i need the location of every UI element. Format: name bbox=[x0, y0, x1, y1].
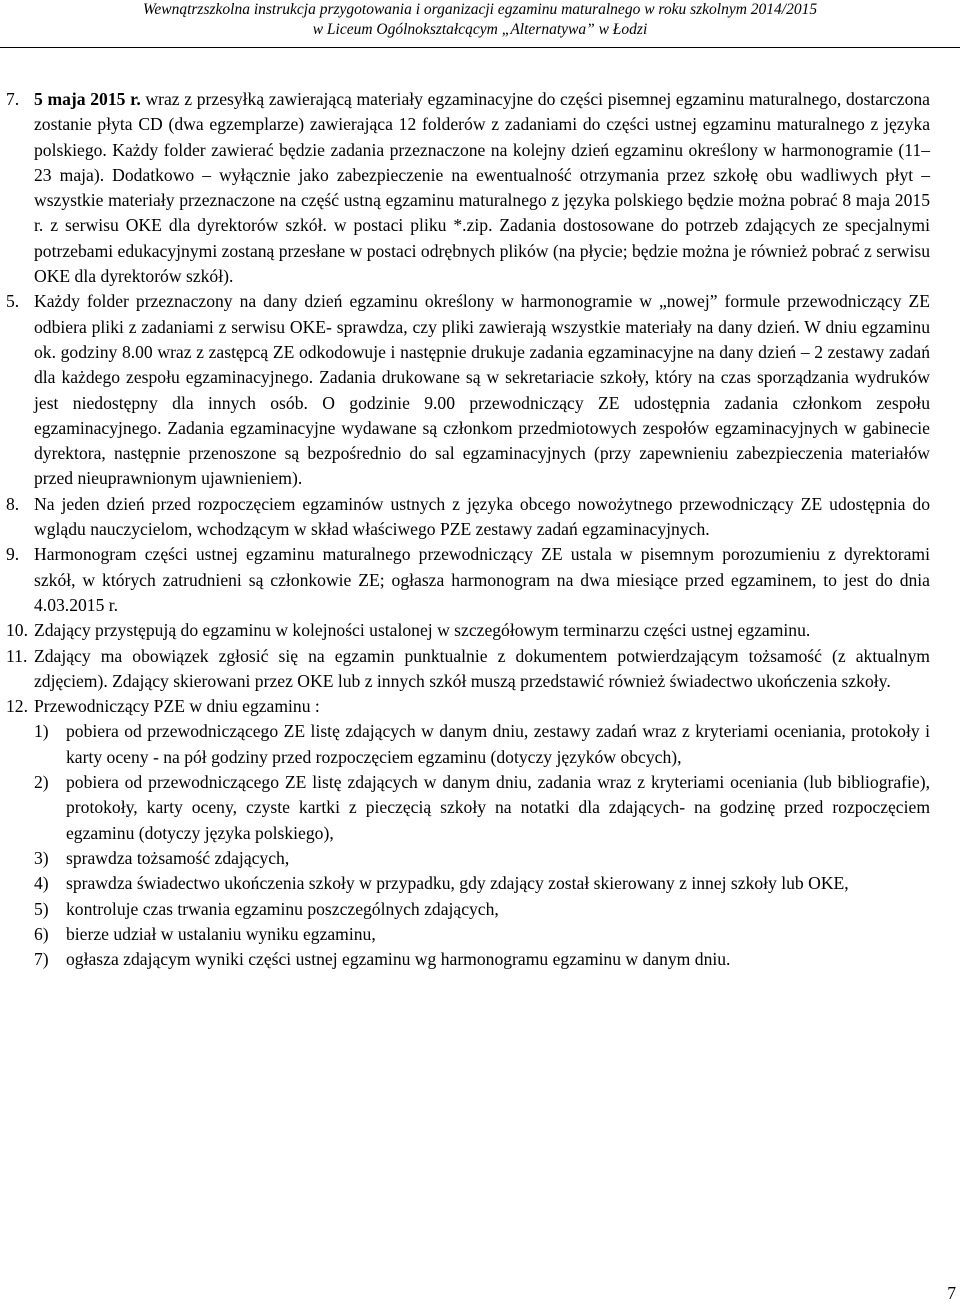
header-line-2: w Liceum Ogólnokształcącym „Alternatywa” w Łodzi bbox=[312, 21, 648, 38]
header-rule bbox=[0, 47, 960, 48]
item-number: 11. bbox=[6, 645, 28, 666]
sub-item-7 bbox=[6, 947, 930, 972]
item-body: wraz z przesyłką zawierającą materiały egzaminacyjne do części pisemnej egzaminu maturalnego, dostarczona zostanie płyta CD (dwa egzemplarze) zawierająca 12 folderów z zadaniami do części ustnej egzaminu maturalnego z języka polskiego. Każdy folder zawierać będzie zadania przeznaczone na kolejny dzień egzaminu określony w harmonogramie (11–23 maja). Dodatkowo – wyłącznie jako zabezpieczenie na ewentualność otrzymania przez szkołę obu wadliwych płyt – wszystkie materiały przeznaczone na część ustną egzaminu maturalnego z języka polskiego będzie można pobrać 8 maja 2015 r. z serwisu OKE dla dyrektorów szkół. w postaci pliku *.zip. Zadania dostosowane do potrzeb zdających ze specjalnymi potrzebami edukacyjnymi zostaną przesłane w postaci odrębnych plików (na płycie; będzie można je również pobrać z serwisu OKE dla dyrektorów szkół). bbox=[34, 89, 930, 287]
sub-item-number: 1) bbox=[34, 721, 49, 742]
sub-item-text: pobiera od przewodniczącego ZE listę zdających w danym dniu, zestawy zadań wraz z kryteriami oceniania, protokoły i karty oceny - na pół godziny przed rozpoczęciem egzaminu (dotyczy języków obcych), bbox=[66, 721, 930, 767]
item-text: Każdy folder przeznaczony na dany dzień egzaminu określony w harmonogramie w „nowej” formule przewodniczący ZE odbiera pliki z zadaniami z serwisu OKE- sprawdza, czy pliki zawierają wszystkie materiały na dany dzień. W dniu egzaminu ok. godziny 8.00 wraz z zastępcą ZE odkodowuje i następnie drukuje zadania egzaminacyjne na dany dzień – 2 zestawy zadań dla każdego zespołu egzaminacyjnego. Zadania drukowane są w sekretariacie szkoły, który na czas sporządzania wydruków jest niedostępny dla innych osób. O godzinie 9.00 przewodniczący ZE udostępnia zadania członkom zespołu egzaminacyjnego. Zadania egzaminacyjne wydawane są członkom przedmiotowych zespołów egzaminacyjnych w gabinecie dyrektora, następnie przenoszone są bezpośrednio do sal egzaminacyjnych (przy zapewnieniu zabezpieczenia materiałów przed nieuprawnionym ujawnieniem). bbox=[34, 291, 930, 489]
sub-item-2 bbox=[6, 770, 930, 846]
item-date-bold: 5 maja 2015 r. bbox=[34, 89, 141, 109]
sub-item-number: 3) bbox=[34, 847, 49, 868]
sub-item-4 bbox=[6, 871, 930, 896]
sub-item-number: 6) bbox=[34, 923, 49, 944]
sub-item-text: sprawdza tożsamość zdających, bbox=[66, 847, 290, 868]
item-text: Zdający ma obowiązek zgłosić się na egzamin punktualnie z dokumentem potwierdzającym tożsamość (z aktualnym zdjęciem). Zdający skierowani przez OKE lub z innych szkół muszą przedstawić również świadectwo ukończenia szkoły. bbox=[34, 645, 930, 691]
item-text: Zdający przystępują do egzaminu w kolejności ustalonej w szczegółowym terminarzu części ustnej egzaminu. bbox=[34, 620, 811, 641]
item-number: 8. bbox=[6, 493, 20, 514]
sub-item-5 bbox=[6, 897, 930, 922]
sub-item-text: sprawdza świadectwo ukończenia szkoły w przypadku, gdy zdający został skierowany z innej szkoły lub OKE, bbox=[66, 873, 849, 894]
sub-item-6 bbox=[6, 922, 930, 947]
header-line-1: Wewnątrzszkolna instrukcja przygotowania i organizacji egzaminu maturalnego w roku szkolnym 2014/2015 bbox=[142, 1, 818, 18]
item-text: Na jeden dzień przed rozpoczęciem egzaminów ustnych z języka obcego nowożytnego przewodniczący ZE udostępnia do wglądu nauczycielom, wchodzącym w skład właściwego PZE zestawy zadań egzaminacyjnych. bbox=[34, 493, 930, 540]
list-item-11 bbox=[6, 644, 930, 695]
sub-item-number: 7) bbox=[34, 949, 49, 970]
list-item-10 bbox=[6, 618, 930, 643]
item-number: 5. bbox=[6, 291, 20, 312]
sub-item-number: 5) bbox=[34, 898, 49, 919]
item-text: Przewodniczący PZE w dniu egzaminu : bbox=[34, 696, 320, 717]
item-number: 9. bbox=[6, 544, 20, 565]
page-number: 7 bbox=[947, 1283, 956, 1303]
page-header bbox=[0, 0, 960, 44]
item-text bbox=[34, 87, 930, 289]
sub-item-number: 2) bbox=[34, 772, 49, 793]
sub-item-number: 4) bbox=[34, 873, 49, 894]
item-number: 12. bbox=[6, 696, 28, 717]
sub-item-text: ogłasza zdającym wyniki części ustnej egzaminu wg harmonogramu egzaminu w danym dniu. bbox=[66, 949, 731, 970]
item-text: Harmonogram części ustnej egzaminu maturalnego przewodniczący ZE ustala w pisemnym porozumieniu z dyrektorami szkół, w których zatrudnieni są członkowie ZE; ogłasza harmonogram na dwa miesiące przed egzaminem, to jest do dnia 4.03.2015 r. bbox=[34, 544, 930, 615]
item-number: 10. bbox=[6, 620, 28, 641]
sub-item-text: kontroluje czas trwania egzaminu poszczególnych zdających, bbox=[66, 898, 499, 919]
list-item-9 bbox=[6, 542, 930, 618]
sub-item-3 bbox=[6, 846, 930, 871]
document-body bbox=[6, 87, 930, 972]
sub-item-1 bbox=[6, 719, 930, 770]
list-item-8 bbox=[6, 492, 930, 543]
sub-item-text: bierze udział w ustalaniu wyniku egzaminu, bbox=[66, 923, 376, 944]
sub-item-text: pobiera od przewodniczącego ZE listę zdających w danym dniu, zadania wraz z kryteriami oceniania (lub bibliografie), protokoły, karty oceny, czyste kartki z pieczęcią szkoły na notatki dla zdających- na godzinę przed rozpoczęciem egzaminu (dotyczy języka polskiego), bbox=[66, 772, 930, 843]
item-number: 7. bbox=[6, 89, 20, 109]
list-item-7 bbox=[6, 87, 930, 289]
list-item-12 bbox=[6, 694, 930, 719]
list-item-5 bbox=[6, 289, 930, 491]
